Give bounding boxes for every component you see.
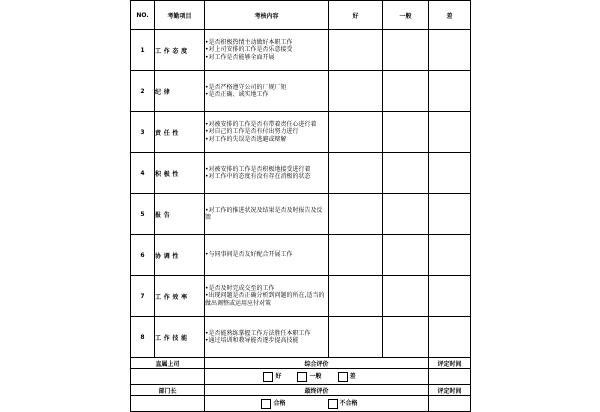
score-average-cell[interactable] <box>383 153 429 194</box>
supervisor-label: 直属上司 <box>131 358 205 369</box>
score-poor-cell[interactable] <box>429 317 471 358</box>
content-line: •对工作中的态度有没有存在消极的状态 <box>205 173 311 180</box>
score-good-cell[interactable] <box>329 194 383 235</box>
score-average-cell[interactable] <box>383 235 429 276</box>
row-number: 2 <box>131 71 155 112</box>
score-average-cell[interactable] <box>383 317 429 358</box>
score-poor-cell[interactable] <box>429 194 471 235</box>
score-good-cell[interactable] <box>329 30 383 71</box>
row-number: 8 <box>131 317 155 358</box>
header-average: 一般 <box>383 1 429 30</box>
row-content <box>205 276 329 317</box>
header-row <box>131 1 471 30</box>
footer-row-3 <box>131 385 471 396</box>
footer-row-4 <box>131 396 471 412</box>
content-line: •是否能熟练掌握工作方法胜任本职工作 <box>205 329 311 337</box>
header-item: 考勤项目 <box>155 1 205 30</box>
content-line: •是否严格遵守公司的厂规厂矩 <box>205 83 287 91</box>
score-poor-cell[interactable] <box>429 30 471 71</box>
row-item: 积 极 性 <box>155 153 205 194</box>
score-poor-cell[interactable] <box>429 153 471 194</box>
row-item: 工 作 态 度 <box>155 30 205 71</box>
eval-time-label: 评定时间 <box>429 358 471 369</box>
table-row <box>131 153 471 194</box>
row-item: 纪 律 <box>155 71 205 112</box>
header-content: 考核内容 <box>205 1 329 30</box>
content-line: •对被安排的工作是否积极地接受进行着 <box>205 165 311 173</box>
row-content <box>205 153 329 194</box>
eval-time2-label: 评定时间 <box>429 385 471 396</box>
row-item: 协 调 性 <box>155 235 205 276</box>
row-content <box>205 235 329 276</box>
eval-time2-value[interactable] <box>429 396 471 412</box>
dept-head-label: 部门长 <box>131 385 205 396</box>
row-number: 4 <box>131 153 155 194</box>
score-good-cell[interactable] <box>329 235 383 276</box>
row-item: 报 告 <box>155 194 205 235</box>
content-line: •出现问题是否正确分析到问题的所在,适当的做出调整或运用应付对策 <box>205 292 325 307</box>
score-good-cell[interactable] <box>329 153 383 194</box>
header-no: NO. <box>131 1 155 30</box>
content-line: •与同事间是否友好配合开展工作 <box>205 251 293 259</box>
header-good: 好 <box>329 1 383 30</box>
table-row <box>131 276 471 317</box>
row-number: 3 <box>131 112 155 153</box>
row-content <box>205 194 329 235</box>
row-content <box>205 71 329 112</box>
table-row <box>131 112 471 153</box>
score-poor-cell[interactable] <box>429 112 471 153</box>
score-good-cell[interactable] <box>329 112 383 153</box>
supervisor-sign[interactable] <box>131 369 205 385</box>
row-item: 工 作 效 率 <box>155 276 205 317</box>
final-eval-options <box>205 396 429 412</box>
header-poor: 差 <box>429 1 471 30</box>
option-good: 好 <box>275 373 282 381</box>
overall-eval-options <box>205 369 429 385</box>
content-line: •对被安排的工作是否有带着责任心进行着 <box>205 120 317 128</box>
evaluation-sheet <box>130 0 470 408</box>
table-row <box>131 30 471 71</box>
table-row <box>131 235 471 276</box>
row-content <box>205 112 329 153</box>
score-average-cell[interactable] <box>383 30 429 71</box>
content-line: •对工作的推进状况及结果是否及时报告及反馈 <box>205 206 323 221</box>
evaluation-table <box>130 0 471 412</box>
footer-row-1 <box>131 358 471 369</box>
content-line: •对工作是否能够全面开展 <box>205 53 275 61</box>
overall-eval-label: 综合评价 <box>205 358 429 369</box>
score-average-cell[interactable] <box>383 276 429 317</box>
score-good-cell[interactable] <box>329 317 383 358</box>
option-fail: 不合格 <box>339 400 358 408</box>
content-line: •是否积极热情主动做好本职工作 <box>205 38 293 46</box>
score-poor-cell[interactable] <box>429 235 471 276</box>
row-number: 5 <box>131 194 155 235</box>
content-line: •通过培训和教导能否逐步提高技能 <box>205 337 299 344</box>
table-row <box>131 194 471 235</box>
row-number: 6 <box>131 235 155 276</box>
content-line: •是否正确、诚实地工作 <box>205 91 269 98</box>
checkbox-fail[interactable] <box>328 399 338 409</box>
score-good-cell[interactable] <box>329 71 383 112</box>
row-item: 责 任 性 <box>155 112 205 153</box>
checkbox-pass[interactable] <box>261 399 271 409</box>
checkbox-good[interactable] <box>263 372 273 382</box>
dept-head-sign[interactable] <box>131 396 205 412</box>
row-item: 工 作 技 能 <box>155 317 205 358</box>
score-poor-cell[interactable] <box>429 71 471 112</box>
row-content <box>205 30 329 71</box>
score-average-cell[interactable] <box>383 71 429 112</box>
checkbox-poor[interactable] <box>338 372 348 382</box>
option-average: 一般 <box>309 373 322 381</box>
checkbox-average[interactable] <box>297 372 307 382</box>
row-content <box>205 317 329 358</box>
option-poor: 差 <box>349 373 356 381</box>
score-average-cell[interactable] <box>383 194 429 235</box>
row-number: 7 <box>131 276 155 317</box>
row-number: 1 <box>131 30 155 71</box>
final-eval-label: 最终评价 <box>205 385 429 396</box>
table-row <box>131 317 471 358</box>
option-pass: 合格 <box>273 400 286 408</box>
score-good-cell[interactable] <box>329 276 383 317</box>
score-poor-cell[interactable] <box>429 276 471 317</box>
footer-row-2 <box>131 369 471 385</box>
content-line: •对上司安排的工作是否乐意接受 <box>205 46 293 54</box>
content-line: •对工作的失误是否逃避或辩解 <box>205 135 287 143</box>
content-line: •是否及时完成交至的工作 <box>205 284 275 292</box>
table-row <box>131 71 471 112</box>
content-line: •对自己的工作是否有付出努力进行 <box>205 128 299 136</box>
eval-time-value[interactable] <box>429 369 471 385</box>
score-average-cell[interactable] <box>383 112 429 153</box>
